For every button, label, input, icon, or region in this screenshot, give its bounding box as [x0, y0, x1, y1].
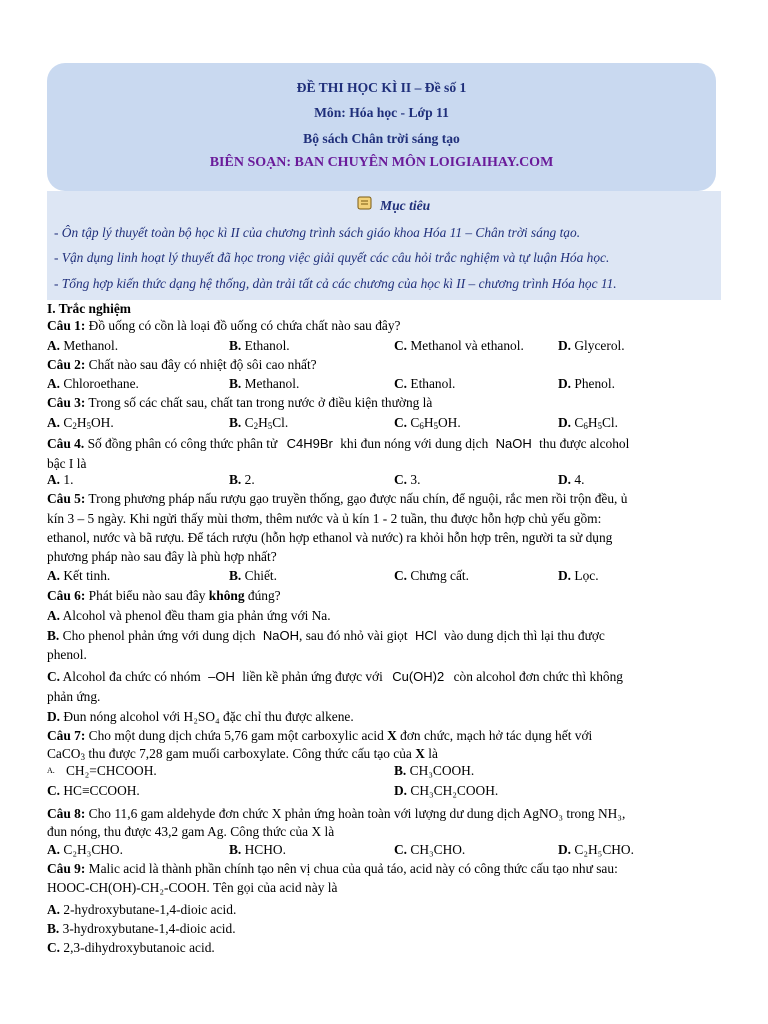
- option-a: A. 1.: [47, 472, 74, 487]
- option-b: B. CH₃COOH.: [394, 763, 475, 778]
- question-label: Câu 2:: [47, 357, 86, 372]
- option-d: D. Đun nóng alcohol với H₂SO₄ đặc chỉ thu được alkene.: [47, 709, 354, 724]
- option-c: C. Alcohol đa chức có nhóm –OH liền kề phản ứng được với Cu(OH)2 còn alcohol đơn chức thì không: [47, 669, 624, 684]
- exam-title: ĐỀ THI HỌC KÌ II – Đề số 1: [296, 80, 467, 95]
- header-box: [47, 63, 716, 191]
- goal-item-3: - Tổng hợp kiến thức dạng hệ thống, dàn trải tất cả các chương của học kì II – chương trình Hóa học 11.: [54, 276, 617, 291]
- question-7: Câu 7: Cho một dung dịch chứa 5,76 gam một carboxylic acid X đơn chức, mạch hở tác dụng hết với: [47, 728, 593, 743]
- question-4: Câu 4. Số đồng phân có công thức phân tử C4H9Br khi đun nóng với dung dịch NaOH thu được alcohol: [47, 436, 630, 451]
- option-a: A. 2-hydroxybutane-1,4-dioic acid.: [47, 902, 237, 917]
- option-a: A. $C_2H_5OH$.: [47, 415, 114, 431]
- option-d: D. Lọc.: [558, 568, 599, 583]
- question-6: Câu 6: Phát biểu nào sau đây không đúng?: [47, 588, 281, 603]
- option-b: B. HCHO.: [229, 842, 286, 857]
- goal-item-1: - Ôn tập lý thuyết toàn bộ học kì II của chương trình sách giáo khoa Hóa 11 – Chân trời sáng tạo.: [54, 225, 581, 240]
- option-d: D. Phenol.: [558, 376, 615, 391]
- question-5: Câu 5: Trong phương pháp nấu rượu gạo truyền thống, gạo được nấu chín, để nguội, rắc men rồi trộn đều, ủ: [47, 491, 628, 506]
- option-a: A. Chloroethane.: [47, 376, 139, 391]
- option-c: C. 3.: [394, 472, 421, 487]
- option-d: D. Glycerol.: [558, 338, 625, 353]
- option-d: D. $C_6H_5Cl$.: [558, 415, 618, 431]
- question-label: Câu 4.: [47, 436, 85, 451]
- question-8: Câu 8: Cho 11,6 gam aldehyde đơn chức X phản ứng hoàn toàn với lượng dư dung dịch AgNO₃ trong NH₃,: [47, 806, 626, 821]
- option-d: D. C₂H₅CHO.: [558, 842, 634, 857]
- question-3: [47, 395, 432, 411]
- question-label: Câu 5:: [47, 491, 86, 506]
- subject-line: Môn: Hóa học - Lớp 11: [314, 105, 449, 120]
- option-c: C. Methanol và ethanol.: [394, 338, 524, 353]
- option-c: C. 2,3-dihydroxybutanoic acid.: [47, 940, 215, 955]
- option-a-letter: A.: [47, 766, 55, 775]
- editor-line: BIÊN SOẠN: BAN CHUYÊN MÔN LOIGIAIHAY.COM: [209, 155, 554, 170]
- option-b: B. Chiết.: [229, 568, 277, 583]
- option-d: D. 4.: [558, 472, 585, 487]
- question-label: Câu 1:: [47, 318, 86, 333]
- option-c: C. Chưng cất.: [394, 568, 469, 583]
- scroll-icon: [356, 194, 374, 216]
- option-a: CH₂=CHCOOH.: [66, 763, 157, 778]
- option-c: C. Ethanol.: [394, 376, 456, 391]
- option-b: B. Cho phenol phản ứng với dung dịch NaOH, sau đó nhỏ vài giọt HCl vào dung dịch thì lại thu được: [47, 628, 605, 643]
- question-text: Chất nào sau đây có nhiệt độ sôi cao nhất?: [85, 357, 317, 372]
- option-a: A. Kết tinh.: [47, 568, 111, 583]
- question-label: Câu 3:: [47, 395, 86, 410]
- option-b: B. Methanol.: [229, 376, 300, 391]
- option-a: A. Methanol.: [47, 338, 119, 353]
- question-label: Câu 7:: [47, 728, 86, 743]
- option-c: C. $C_6H_5OH$.: [394, 415, 461, 431]
- question-label: Câu 6:: [47, 588, 86, 603]
- book-series-line: Bộ sách Chân trời sáng tạo: [303, 131, 460, 146]
- option-b: B. 2.: [229, 472, 255, 487]
- option-c: C. HC≡CCOOH.: [47, 783, 140, 798]
- question-9: Câu 9: Malic acid là thành phần chính tạo nên vị chua của quả táo, acid này có công thức cấu tạo như sau:: [47, 861, 618, 876]
- option-c: C. CH₃CHO.: [394, 842, 466, 857]
- goals-title: Mục tiêu: [380, 198, 431, 213]
- goal-item-2: - Vận dụng linh hoạt lý thuyết đã học trong việc giải quyết các câu hỏi trắc nghiệm và tự luận Hóa học.: [54, 250, 610, 265]
- question-label: Câu 9:: [47, 861, 86, 876]
- question-2: [47, 357, 317, 373]
- option-b: B. 3-hydroxybutane-1,4-dioic acid.: [47, 921, 236, 936]
- option-d: D. CH₃CH₂COOH.: [394, 783, 499, 798]
- option-b: B. Ethanol.: [229, 338, 290, 353]
- option-a: A. Alcohol và phenol đều tham gia phản ứng với Na.: [47, 608, 331, 623]
- section-heading: I. Trắc nghiệm: [47, 301, 131, 316]
- option-b: B. $C_2H_5Cl$.: [229, 415, 289, 431]
- question-text: Đồ uống có cồn là loại đồ uống có chứa chất nào sau đây?: [85, 318, 401, 333]
- formula-c4h9br: C4H9Br: [286, 436, 333, 451]
- question-1: [47, 318, 400, 334]
- question-text: Trong số các chất sau, chất tan trong nước ở điều kiện thường là: [85, 395, 433, 410]
- question-label: Câu 8:: [47, 806, 86, 821]
- option-a: A. C₂H₃CHO.: [47, 842, 123, 857]
